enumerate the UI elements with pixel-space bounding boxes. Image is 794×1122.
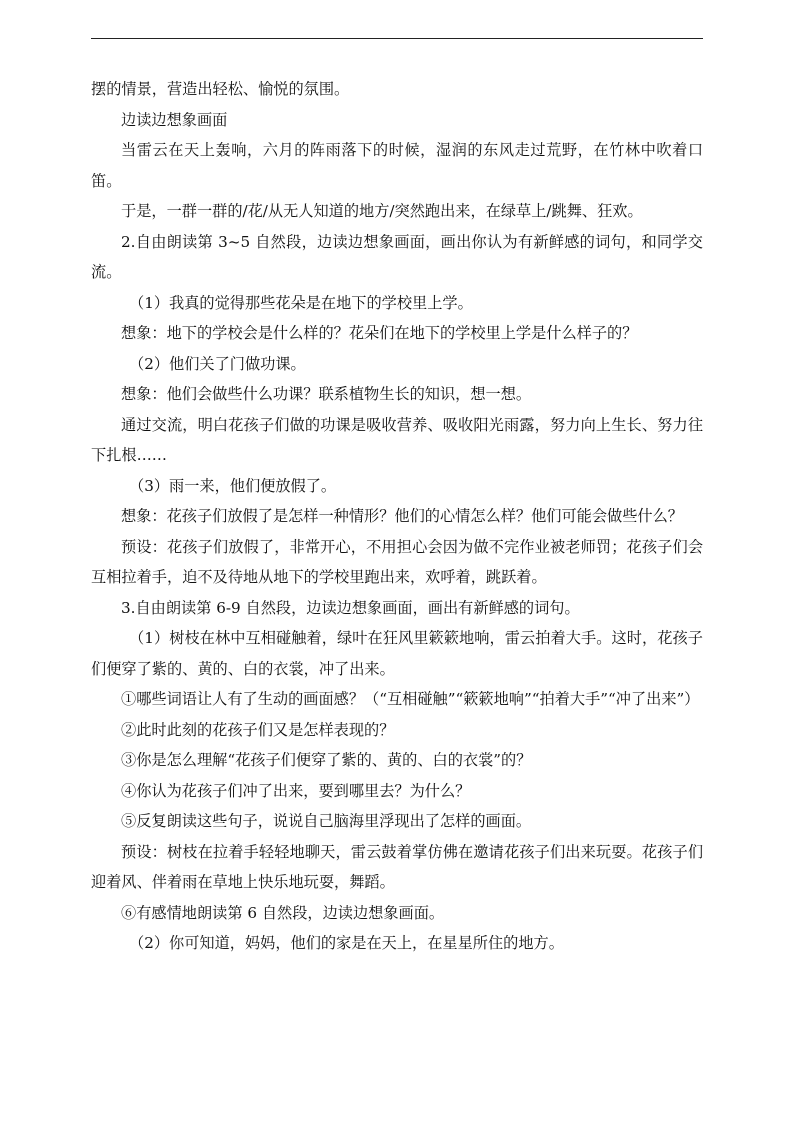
paragraph: （1）我真的觉得那些花朵是在地下的学校里上学。 xyxy=(129,293,473,312)
paragraph: 预设：花孩子们放假了，非常开心，不用担心会因为做不完作业被老师罚；花孩子们会互相拉着手，迫不及待地从地下的学校里跑出来，欢呼着，跳跃着。 xyxy=(91,537,703,586)
paragraph: ④你认为花孩子们冲了出来，要到哪里去？为什么？ xyxy=(121,781,471,800)
paragraph: 想象：花孩子们放假了是怎样一种情形？他们的心情怎么样？他们可能会做些什么？ xyxy=(121,507,683,525)
paragraph: 边读边想象画面 xyxy=(121,110,228,129)
paragraph: ⑥有感情地朗读第 6 自然段，边读边想象画面。 xyxy=(121,903,445,922)
paragraph: ②此时此刻的花孩子们又是怎样表现的？ xyxy=(121,720,395,739)
paragraph: ⑤反复朗读这些句子，说说自己脑海里浮现出了怎样的画面。 xyxy=(121,812,532,830)
paragraph: 于是，一群一群的/花/从无人知道的地方/突然跑出来，在绿草上/跳舞、狂欢。 xyxy=(121,202,643,220)
paragraph: 3.自由朗读第 6-9 自然段，边读边想象画面，画出有新鲜感的词句。 xyxy=(121,598,580,617)
paragraph: 预设：树枝在拉着手轻轻地聊天，雷云鼓着掌仿佛在邀请花孩子们出来玩耍。花孩子们迎着风、伴着雨在草地上快乐地玩耍，舞蹈。 xyxy=(91,842,703,891)
document-body xyxy=(91,74,703,959)
paragraph: （1）树枝在林中互相碰触着，绿叶在狂风里簌簌地响，雷云拍着大手。这时，花孩子们便穿了紫的、黄的、白的衣裳，冲了出来。 xyxy=(91,629,703,678)
paragraph: （2）你可知道，妈妈，他们的家是在天上，在星星所住的地方。 xyxy=(129,934,564,952)
paragraph: 想象：地下的学校会是什么样的？花朵们在地下的学校里上学是什么样子的？ xyxy=(121,324,638,342)
paragraph: 2.自由朗读第 3~5 自然段，边读边想象画面，画出你认为有新鲜感的词句，和同学交流。 xyxy=(91,232,703,281)
paragraph: 当雷云在天上轰响，六月的阵雨落下的时候，湿润的东风走过荒野，在竹林中吹着口笛。 xyxy=(91,141,703,190)
paragraph: 通过交流，明白花孩子们做的功课是吸收营养、吸收阳光雨露，努力向上生长、努力往下扎根…… xyxy=(91,415,703,464)
paragraph: ③你是怎么理解“花孩子们便穿了紫的、黄的、白的衣裳”的？ xyxy=(121,751,532,769)
paragraph: ①哪些词语让人有了生动的画面感？（“互相碰触”“簌簌地响”“拍着大手”“冲了出来”） xyxy=(121,690,700,708)
paragraph: 想象：他们会做些什么功课？联系植物生长的知识，想一想。 xyxy=(121,385,532,403)
paragraph: 摆的情景，营造出轻松、愉悦的氛围。 xyxy=(91,80,350,98)
paragraph: （2）他们关了门做功课。 xyxy=(129,354,306,373)
header-rule xyxy=(91,38,703,39)
paragraph: （3）雨一来，他们便放假了。 xyxy=(129,476,337,495)
